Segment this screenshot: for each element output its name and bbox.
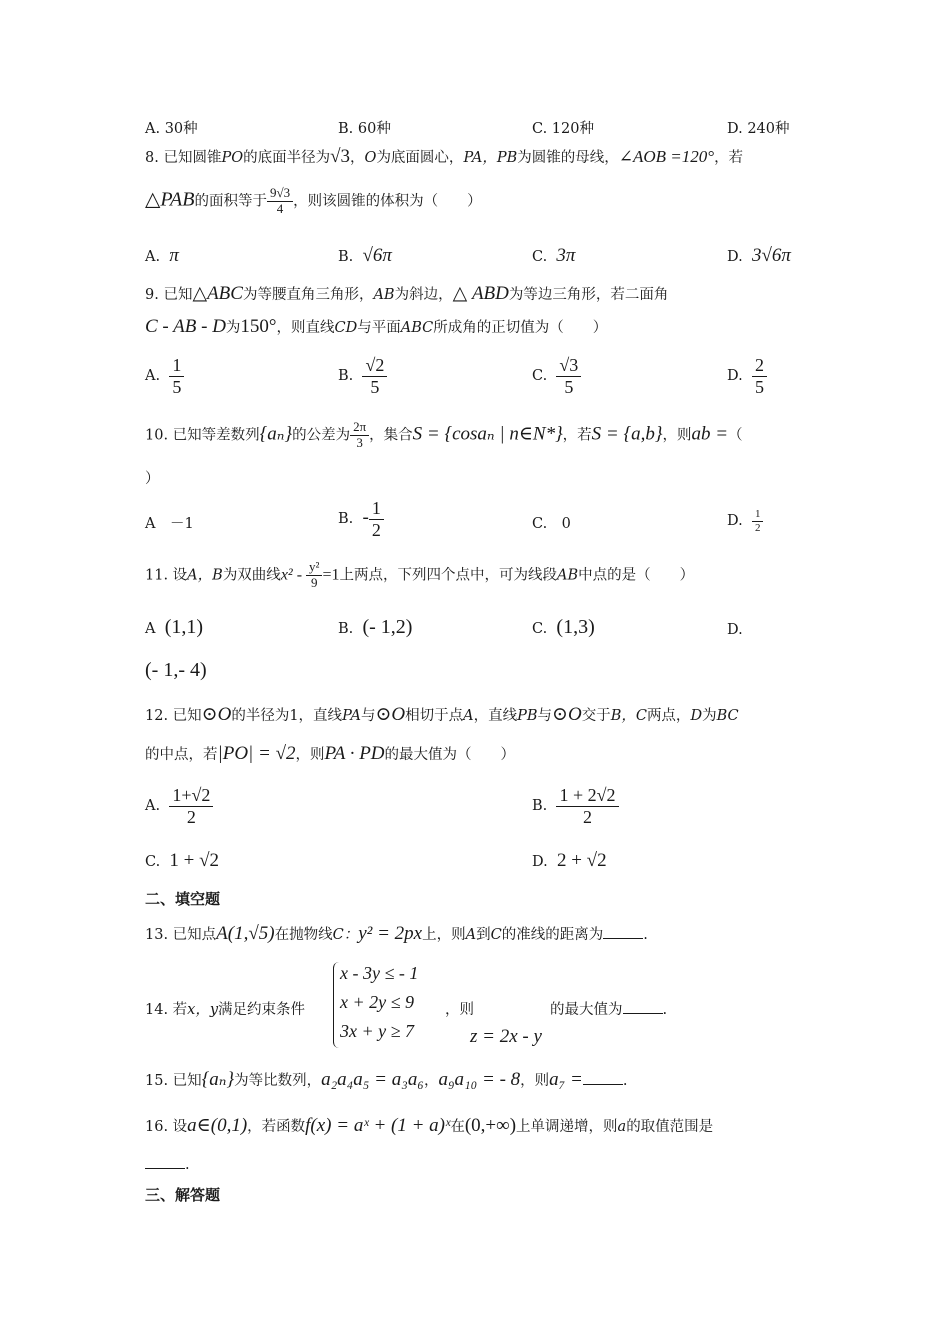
q8-option-d: D. 3√6π [727,245,791,266]
q14-stem-suffix: 的最大值为 . [550,1002,668,1018]
q7-option-c: C. 120种 [532,121,594,137]
q12-stem-line1: 12. 已知⊙O的半径为1，直线PA与⊙O相切于点A，直线PB与⊙O交于B，C两点，D为BC [145,704,739,725]
q16-answer-blank [145,1156,185,1169]
q7-option-d: D. 240种 [727,121,790,137]
q12-stem-line2: 的中点，若|PO| = √2，则PA · PD的最大值为（ ） [145,743,516,764]
q9-stem-line1: 9. 已知△ABC为等腰直角三角形，AB为斜边，△ ABD为等边三角形，若二面角 [145,283,669,304]
q14-constraint-1: x - 3y ≤ - 1 [340,963,419,983]
q8-stem-line2: △PAB的面积等于 $\frac{9√3}{4}$ ，则该圆锥的体积为（ ） [145,185,482,216]
q9-option-b: B. $\frac{√2}{5}$ [338,355,387,397]
q8-option-c: C. 3π [532,245,576,266]
q10-option-c: C. 0 [532,516,571,532]
q11-option-d-label: D. [727,622,743,638]
q16-stem: 16. 设a∈(0,1)，若函数f(x) = aˣ + (1 + a)ˣ在(0,+∞)上单调递增，则a的取值范围是 [145,1115,714,1136]
q10-option-b: B. - $\frac{1}{2}$ [338,498,384,540]
q9-stem-line2: C - AB - D为150°，则直线CD与平面ABC所成角的正切值为（ ） [145,316,608,337]
q10-option-d: D. $\frac{1}{2}$ [727,508,763,534]
q9-option-c: C. $\frac{√3}{5}$ [532,355,581,397]
q16-answer-line: . [145,1156,190,1173]
q8-area-fraction: $\frac{9√3}{4}$ [267,186,293,217]
q14-constraint-2: x + 2y ≤ 9 [340,992,415,1012]
q14-objective: z = 2x - y [470,1026,542,1047]
q14-stem-prefix: 14. 若x，y满足约束条件 [145,1002,306,1018]
q10-option-a: A －1 [145,516,194,532]
q11-option-a: A (1,1) [145,616,204,638]
q9-option-d: D. $\frac{2}{5}$ [727,355,767,397]
q11-option-d-value: (- 1,- 4) [145,659,207,681]
q8-stem-line1: 8. 已知圆锥PO的底面半径为√3，O为底面圆心，PA，PB为圆锥的母线，∠AOB =120°，若 [145,146,744,167]
q13-stem: 13. 已知点A(1,√5)在抛物线C：y² = 2px上，则A到C的准线的距离为 . [145,923,648,944]
q10-stem-line2: ） [145,471,160,487]
q14-constraint-3: 3x + y ≥ 7 [340,1021,415,1041]
q12-option-b: B. $\frac{1 + 2√2}{2}$ [532,785,619,827]
q10-stem-line1: 10. 已知等差数列{aₙ}的公差为 $\frac{2\pi}{3}$ ，集合S = {cosaₙ | n∈N*}，若S = {a,b}，则ab =（ [145,419,743,450]
q12-option-d: D. 2 + √2 [532,850,607,871]
q10-diff-fraction: $\frac{2\pi}{3}$ [350,420,369,451]
q13-answer-blank [603,926,643,939]
q15-stem: 15. 已知{aₙ}为等比数列，a₂a₄a₅ = a₃a₆，a₉a₁₀ = - 8，则a₇ = . [145,1069,628,1090]
q9-option-a: A. $\frac{1}{5}$ [145,355,184,397]
section-fill-in-title: 二、填空题 [145,890,221,908]
q7-option-a: A. 30种 [145,121,198,137]
q15-answer-blank [583,1072,623,1085]
q12-option-c: C. 1 + √2 [145,850,220,871]
q11-option-c: C. (1,3) [532,616,595,638]
q14-then: ，则 [445,1002,474,1018]
q11-option-b: B. (- 1,2) [338,616,413,638]
section-solve-title: 三、解答题 [145,1186,221,1204]
q8-option-a: A. π [145,245,179,266]
q8-option-b: B. √6π [338,245,392,266]
q11-stem: 11. 设A，B为双曲线x² - $\frac{\text{y²}}{9}$ =1上两点，下列四个点中，可为线段AB中点的是（ ） [145,559,695,590]
q14-constraint-system [340,963,418,1050]
q12-option-a: A. $\frac{1+√2}{2}$ [145,785,213,827]
q7-option-b: B. 60种 [338,121,391,137]
q14-answer-blank [623,1001,663,1014]
